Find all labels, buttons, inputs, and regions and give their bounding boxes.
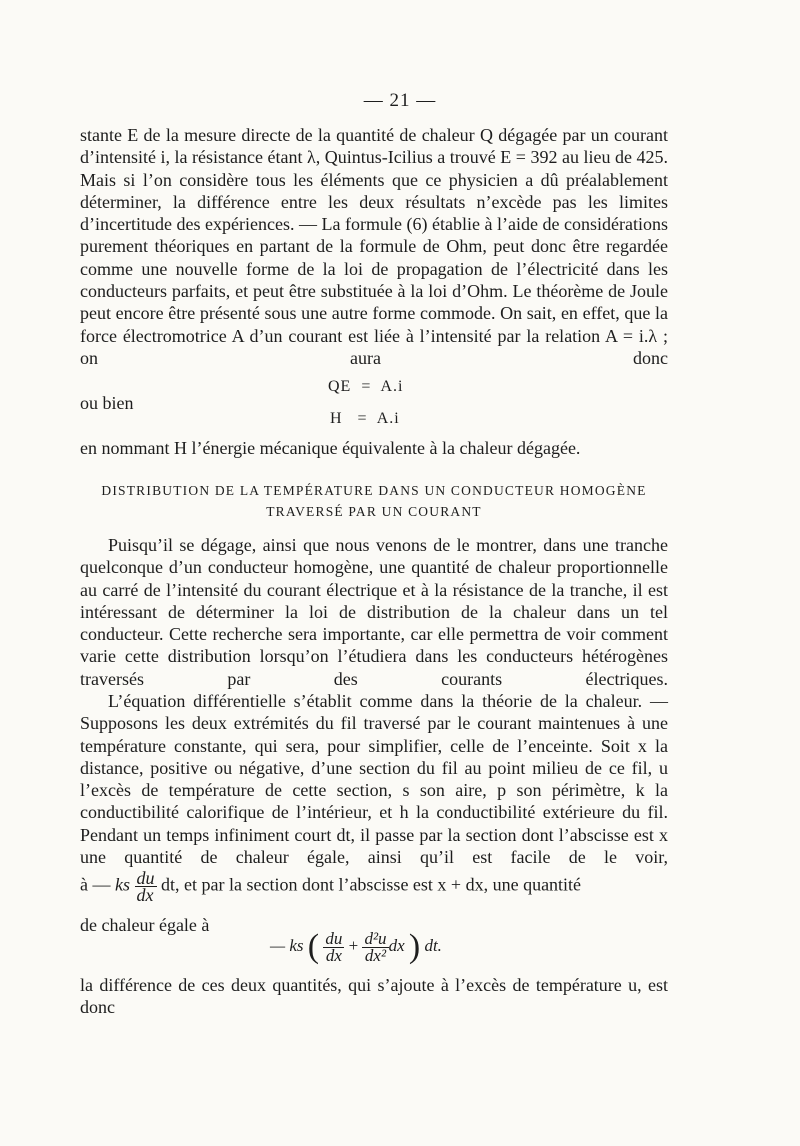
- right-paren: ): [408, 928, 421, 965]
- line-heat-quantity: [80, 870, 668, 914]
- ou-bien-label: ou bien: [80, 393, 134, 413]
- ks-symbol: ks: [115, 874, 130, 895]
- formula-prefix: — ks: [270, 935, 304, 955]
- paragraph-difference: la différence de ces deux quantités, qui s’ajoute à l’excès de température u, est donc: [80, 975, 668, 1018]
- formula-dx: dx: [388, 935, 405, 955]
- formula-fraction-1-num: du: [325, 928, 343, 948]
- formula-plus: +: [348, 935, 359, 955]
- paragraph-distribution: Puisqu’il se dégage, ainsi que nous venons de le montrer, dans une tranche quelconque d’un conducteur homogène, une quantité de chaleur proportionnelle au carré de l’intensité du courant électrique et à la résistance de la tranche, il est intéressant de déterminer la loi de distribution de la chaleur dans un tel conducteur. Cette recherche sera importante, car elle permettra de voir comment varie cette distribution lorsqu’on l’étudiera dans les conducteurs hétérogènes traversés par des courants électriques.: [80, 535, 668, 689]
- formula-fraction-2-den: dx²: [364, 945, 387, 965]
- formula-fraction-2-num: d²u: [364, 928, 387, 948]
- paragraph-joule: stante E de la mesure directe de la quantité de chaleur Q dégagée par un courant d’intensité i, la résistance étant λ, Quintus-Icilius a trouvé E = 392 au lieu de 425. Mais si l’on considère tous les éléments que ce physicien a dû préalablement déterminer, la différence entre les deux résultats n’excède pas les limites d’incertitude des expériences. — La formule (6) établie à l’aide de considérations purement théoriques en partant de la formule de Ohm, peut donc être regardée comme une nouvelle forme de la loi de propagation de l’électricité dans les conducteurs parfaits, et peut être substituée à la loi d’Ohm. Le théorème de Joule peut encore être présenté sous une autre forme commode. On sait, en effet, que la force électromotrice A d’un courant est liée à l’intensité par la relation A = i.λ ; on aura donc: [80, 125, 668, 368]
- fraction-numerator: du: [136, 868, 155, 888]
- fraction-du-dx: [135, 870, 157, 903]
- formula-fraction-2: [362, 928, 388, 965]
- equation-qe: QE = A.i: [328, 378, 404, 395]
- formula-fraction-1: [323, 928, 344, 965]
- formula-fraction-1-den: dx: [325, 945, 342, 965]
- line-rest: dt, et par la section dont l’abscisse est x + dx, une quantité: [161, 874, 582, 895]
- formula-dt: dt.: [424, 935, 442, 955]
- formula-heat-flow: [270, 928, 442, 966]
- equation-h: H = A.i: [330, 410, 400, 427]
- page-number: — 21 —: [363, 90, 437, 111]
- left-paren: (: [307, 928, 320, 965]
- line-chaleur-egale: de chaleur égale à: [80, 915, 210, 935]
- line-prefix: à —: [80, 874, 111, 895]
- section-heading-line1: DISTRIBUTION DE LA TEMPÉRATURE DANS UN CONDUCTEUR HOMOGÈNE: [101, 483, 647, 498]
- paragraph-energie: en nommant H l’énergie mécanique équivalente à la chaleur dégagée.: [80, 438, 581, 458]
- section-heading-line2: TRAVERSÉ PAR UN COURANT: [266, 504, 482, 519]
- fraction-denominator: dx: [136, 885, 154, 905]
- paragraph-equation: L’équation différentielle s’établit comme dans la théorie de la chaleur. — Supposons les deux extrémités du fil traversé par le courant maintenues à une température constante, qui sera, pour simplifier, celle de l’enceinte. Soit x la distance, positive ou négative, d’une section du fil au point milieu de ce fil, u l’excès de température de cette section, s son aire, p son périmètre, k la conductibilité calorifique de l’intérieur, et h la conductibilité extérieure du fil. Pendant un temps infiniment court dt, il passe par la section dont l’abscisse est x une quantité de chaleur égale, ainsi qu’il est facile de le voir,: [80, 691, 668, 868]
